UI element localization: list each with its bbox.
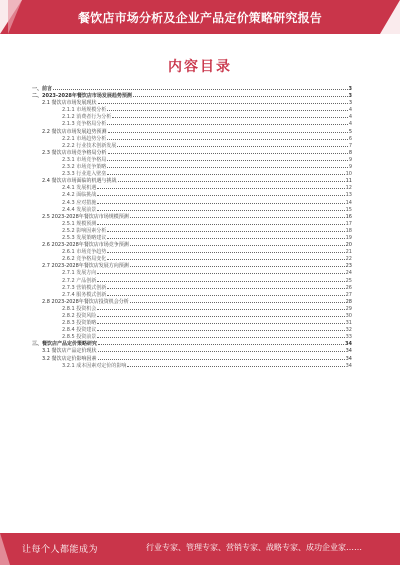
toc-leader-dots [97,205,344,211]
toc-entry[interactable] [32,276,352,283]
toc-entry[interactable] [32,155,352,162]
toc-page-number: 4 [348,114,352,121]
toc-page-number: 17 [345,220,352,227]
toc-entry[interactable] [32,254,352,261]
toc-entry-text: 2.5.3 发展策略建议 [62,234,107,241]
toc-leader-dots [112,112,348,118]
toc-entry-text: 2.1.1 市场规模分析 [62,107,107,114]
toc-entry[interactable] [32,219,352,226]
toc-entry[interactable] [32,148,352,155]
toc-page-number: 25 [345,277,352,284]
toc-entry-text: 2.3 餐饮店市场竞争格局分析 [42,149,107,156]
toc-page-number: 23 [345,263,352,270]
toc-entry[interactable] [32,91,352,98]
toc-leader-dots [97,325,344,331]
toc-entry[interactable] [32,304,352,311]
toc-entry[interactable] [32,283,352,290]
page-header [0,0,400,34]
toc-entry-text: 2.6.1 市场竞争趋势 [62,249,107,256]
toc-entry-text: 2.4.4 发展前景 [62,206,97,213]
footer-tagline: 行业专家、管理专家、营销专家、战略专家、成功企业家…… [146,543,362,552]
toc-leader-dots [107,105,348,111]
toc-entry-text: 2.2.2 行业技术创新发展 [62,142,117,149]
toc-entry[interactable] [32,127,352,134]
toc-entry[interactable] [32,354,352,361]
toc-page-number: 30 [345,313,352,319]
toc-entry-text: 一、前言 [32,86,53,92]
toc-page-number: 34 [345,355,352,362]
toc-page-number: 6 [348,135,352,142]
toc-leader-dots [107,254,344,260]
toc-entry-text: 2.7.3 营销模式创新 [62,284,107,291]
toc-page-number: 9 [348,156,352,163]
toc-leader-dots [97,183,344,189]
toc-entry[interactable] [32,190,352,197]
toc-leader-dots [53,84,348,90]
toc-entry[interactable] [32,297,352,304]
toc-entry-text: 2.4.2 面临挑战 [62,192,97,199]
toc-page-number: 26 [345,284,352,291]
toc-page-number: 4 [348,107,352,114]
toc-entry-text: 3.2.1 成本因素对定价的影响 [62,362,127,369]
toc-entry[interactable] [32,176,352,183]
toc-page-number: 19 [345,234,352,241]
toc-entry[interactable] [32,226,352,233]
toc-entry-text: 2.5.2 影响因素分析 [62,227,107,234]
toc-entry-text: 2.4.1 发展机遇 [62,185,97,192]
toc-entry-text: 2.8.1 投资机会 [62,305,97,312]
toc-leader-dots [98,339,344,345]
toc-entry-text: 2.8.5 投资前景 [62,334,97,341]
toc-entry[interactable] [32,247,352,254]
toc-entry[interactable] [32,212,352,219]
toc-entry-text: 2.5.1 规模预测 [62,220,97,227]
toc-entry[interactable] [32,205,352,212]
toc-page-number: 8 [348,149,352,156]
toc-page-number: 21 [345,249,352,256]
toc-leader-dots [107,283,344,289]
toc-leader-dots [97,268,344,274]
toc-entry[interactable] [32,162,352,169]
toc-leader-dots [107,119,348,125]
toc-entry[interactable] [32,119,352,126]
toc-leader-dots [97,311,344,317]
toc-page-number: 34 [345,348,352,355]
toc-entry-text: 2.7.4 服务模式创新 [62,291,107,298]
toc-entry-text: 2.4.3 应对措施 [62,199,97,206]
toc-page-number: 7 [348,142,352,149]
toc-entry-text: 2.1 餐饮店市场发展现状 [42,100,97,107]
toc-entry-text: 2.1.2 消费者行为分析 [62,114,112,121]
toc-leader-dots [97,332,344,338]
toc-page-number: 5 [348,128,352,135]
toc-entry[interactable] [32,233,352,240]
toc-entry[interactable] [32,268,352,275]
toc-leader-dots [117,141,348,147]
toc-entry[interactable] [32,183,352,190]
toc-page-number: 10 [345,171,352,178]
toc-entry[interactable] [32,240,352,247]
toc-leader-dots [130,212,345,218]
toc-page-number: 4 [348,121,352,128]
toc-entry-text: 三、餐饮店产品定价策略研究 [32,341,98,348]
toc-entry[interactable] [32,141,352,148]
toc-page-number: 33 [345,334,352,341]
toc-entry[interactable] [32,318,352,325]
toc-entry-text: 2.2.1 市场趋势分析 [62,135,107,142]
page-footer [0,533,400,565]
toc-leader-dots [107,155,348,161]
toc-page-number: 3 [348,86,352,92]
toc-entry[interactable] [32,346,352,353]
toc-leader-dots [130,261,345,267]
toc-leader-dots [107,226,344,232]
toc-leader-dots [107,169,344,175]
toc-entry-text: 2.3.2 市场竞争策略 [62,164,107,171]
toc-entry-text: 2.5 2023-2028年餐饮店市场规模预测 [42,213,129,220]
toc-page-number: 24 [345,270,352,277]
toc-page-number: 27 [345,291,352,298]
toc-leader-dots [98,354,345,360]
toc-entry-text: 2.3.3 行业进入壁垒 [62,171,107,178]
toc-entry[interactable] [32,112,352,119]
toc-leader-dots [118,176,345,182]
toc-entry-text: 二、2023-2028年餐饮店市场发展趋势预测 [32,93,132,100]
toc-page-number: 20 [345,242,352,249]
table-of-contents [32,84,352,368]
toc-page-number: 29 [345,305,352,312]
toc-leader-dots [108,148,348,154]
toc-page-number: 9 [348,164,352,171]
toc-entry[interactable] [32,290,352,297]
toc-entry-text: 2.3.1 市场竞争格局 [62,156,107,163]
toc-entry-text: 3.2 餐饮店定价影响因素 [42,355,97,362]
toc-entry[interactable] [32,325,352,332]
toc-page-number: 15 [345,206,352,213]
toc-leader-dots [108,127,348,133]
toc-leader-dots [130,240,345,246]
report-title: 餐饮店市场分析及企业产品定价策略研究报告 [77,11,322,25]
toc-entry-text: 2.7 2023-2028年餐饮店发展方向预测 [42,263,129,270]
toc-page-number: 31 [345,320,352,327]
toc-leader-dots [130,297,345,303]
toc-entry-text: 2.7.2 产品创新 [62,277,97,284]
toc-entry[interactable] [32,84,352,91]
toc-page-number: 22 [345,256,352,263]
toc-page-number: 18 [345,227,352,234]
toc-page-number: 32 [345,327,352,334]
toc-leader-dots [97,198,344,204]
toc-page-number: 14 [345,199,352,206]
toc-page-number: 34 [345,341,352,348]
toc-entry[interactable] [32,361,352,368]
toc-leader-dots [97,219,344,225]
toc-entry-text: 2.8 2023-2028年餐饮店投资机会分析 [42,298,129,305]
toc-leader-dots [97,276,344,282]
toc-entry-text: 2.6 2023-2028年餐饮店市场竞争预测 [42,242,129,249]
toc-entry[interactable] [32,134,352,141]
toc-entry[interactable] [32,332,352,339]
toc-leader-dots [97,304,344,310]
toc-entry-text: 2.8.4 投资建议 [62,327,97,334]
toc-page-number: 3 [348,93,352,100]
toc-leader-dots [107,162,348,168]
toc-page-number: 11 [345,178,352,185]
toc-page-number: 12 [345,185,352,192]
toc-entry-text: 3.1 餐饮店产品定价现状 [42,348,97,355]
footer-slogan: 让每个人都能成为 [22,545,99,555]
footer-decoration [0,533,10,565]
toc-leader-dots [127,361,344,367]
toc-entry[interactable] [32,105,352,112]
toc-entry-text: 2.8.3 投资策略 [62,320,97,327]
toc-heading: 内容目录 [168,59,232,75]
toc-leader-dots [97,318,344,324]
toc-page-number: 16 [345,213,352,220]
toc-leader-dots [107,247,344,253]
toc-page-number: 3 [348,100,352,107]
toc-leader-dots [98,346,345,352]
toc-leader-dots [107,134,348,140]
toc-leader-dots [107,233,344,239]
toc-entry-text: 2.4 餐饮店市场面临的机遇与挑战 [42,178,117,185]
toc-entry-text: 2.8.2 投资风险 [62,313,97,319]
toc-entry[interactable] [32,311,352,318]
toc-entry[interactable] [32,98,352,105]
toc-leader-dots [97,190,344,196]
toc-leader-dots [107,290,344,296]
toc-entry-text: 2.2 餐饮店市场发展趋势预测 [42,128,107,135]
toc-entry[interactable] [32,261,352,268]
toc-entry-text: 2.7.1 发展方向 [62,270,97,277]
toc-entry[interactable] [32,198,352,205]
toc-entry-text: 2.6.2 竞争格局变化 [62,256,107,263]
toc-entry[interactable] [32,169,352,176]
toc-entry[interactable] [32,339,352,346]
toc-leader-dots [133,91,348,97]
toc-entry-text: 2.1.3 竞争格局分析 [62,121,107,128]
toc-page-number: 34 [345,362,352,369]
toc-page-number: 13 [345,192,352,199]
toc-page-number: 28 [345,298,352,305]
toc-leader-dots [98,98,348,104]
